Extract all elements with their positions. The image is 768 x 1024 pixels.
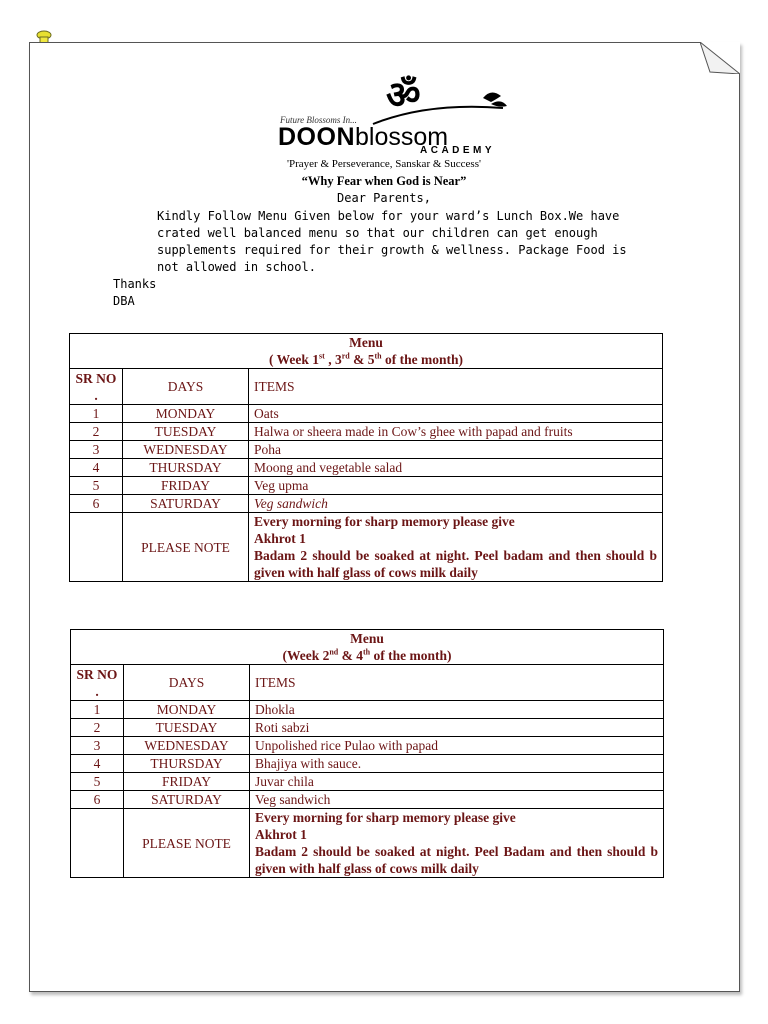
row-day: SATURDAY bbox=[123, 495, 249, 513]
col-header-items: ITEMS bbox=[249, 369, 663, 405]
note-text bbox=[250, 809, 664, 878]
table-row bbox=[71, 773, 664, 791]
note-line: Every morning for sharp memory please give bbox=[254, 514, 515, 529]
row-item: Moong and vegetable salad bbox=[249, 459, 663, 477]
note-label: PLEASE NOTE bbox=[123, 513, 249, 582]
note-text bbox=[249, 513, 663, 582]
row-day: TUESDAY bbox=[124, 719, 250, 737]
col-header-sr: SR NO . bbox=[70, 369, 123, 405]
note-line: Badam 2 should be soaked at night. Peel Badam and then should b given with half glass of cows milk daily bbox=[255, 844, 658, 876]
school-name-bold: DOON bbox=[278, 123, 355, 151]
row-item: Dhokla bbox=[250, 701, 664, 719]
col-header-days: DAYS bbox=[123, 369, 249, 405]
table-row bbox=[70, 423, 663, 441]
academy-label: ACADEMY bbox=[420, 145, 496, 156]
note-line: Every morning for sharp memory please give bbox=[255, 810, 516, 825]
table-row bbox=[70, 477, 663, 495]
row-sr: 2 bbox=[71, 719, 124, 737]
menu-title: Menu bbox=[349, 335, 383, 350]
menu-table-header bbox=[71, 630, 664, 665]
note-line: Badam 2 should be soaked at night. Peel badam and then should b given with half glass of cows milk daily bbox=[254, 548, 657, 580]
row-day: MONDAY bbox=[124, 701, 250, 719]
logo-tagline: Future Blossoms In... bbox=[280, 115, 357, 125]
col-header-days: DAYS bbox=[124, 665, 250, 701]
row-item: Poha bbox=[249, 441, 663, 459]
table-row bbox=[71, 755, 664, 773]
table-row bbox=[71, 791, 664, 809]
table-row bbox=[71, 737, 664, 755]
greeting: Dear Parents, bbox=[337, 191, 431, 205]
note-row bbox=[70, 513, 663, 582]
row-day: MONDAY bbox=[123, 405, 249, 423]
letter-body bbox=[113, 208, 633, 310]
menu-subtitle: (Week 2nd & 4th of the month) bbox=[282, 647, 452, 663]
note-line: Akhrot 1 bbox=[255, 827, 307, 842]
row-sr: 5 bbox=[70, 477, 123, 495]
table-row bbox=[70, 495, 663, 513]
letter-thanks: Thanks bbox=[113, 277, 157, 291]
motto-line: 'Prayer & Perseverance, Sanskar & Success' bbox=[287, 158, 481, 170]
row-item: Bhajiya with sauce. bbox=[250, 755, 664, 773]
row-item: Juvar chila bbox=[250, 773, 664, 791]
row-sr: 4 bbox=[70, 459, 123, 477]
menu-table-header bbox=[70, 334, 663, 369]
row-sr: 6 bbox=[70, 495, 123, 513]
col-header-sr: SR NO . bbox=[71, 665, 124, 701]
table-row bbox=[70, 459, 663, 477]
row-item: Halwa or sheera made in Cow’s ghee with papad and fruits bbox=[249, 423, 663, 441]
note-label: PLEASE NOTE bbox=[124, 809, 250, 878]
page-fold-corner bbox=[700, 42, 740, 74]
note-line: Akhrot 1 bbox=[254, 531, 306, 546]
row-item: Veg upma bbox=[249, 477, 663, 495]
row-sr: 3 bbox=[71, 737, 124, 755]
menu-table-week-1-3-5 bbox=[69, 333, 663, 582]
school-name-light: blossom bbox=[355, 123, 449, 151]
butterfly-icon bbox=[483, 92, 507, 106]
row-sr: 4 bbox=[71, 755, 124, 773]
row-sr: 3 bbox=[70, 441, 123, 459]
menu-title: Menu bbox=[350, 631, 384, 646]
menu-table-week-2-4 bbox=[70, 629, 664, 878]
col-header-items: ITEMS bbox=[250, 665, 664, 701]
row-day: THURSDAY bbox=[123, 459, 249, 477]
letter-paragraph: Kindly Follow Menu Given below for your ward’s Lunch Box.We have crated well balanced menu so that our children can get enough supplements required for their growth & wellness. Package Food is not allowed in school. bbox=[157, 209, 627, 274]
row-sr: 5 bbox=[71, 773, 124, 791]
row-day: FRIDAY bbox=[124, 773, 250, 791]
letter-signature: DBA bbox=[113, 294, 135, 308]
table-row bbox=[71, 701, 664, 719]
row-day: FRIDAY bbox=[123, 477, 249, 495]
row-item: Roti sabzi bbox=[250, 719, 664, 737]
row-item: Oats bbox=[249, 405, 663, 423]
row-sr: 1 bbox=[70, 405, 123, 423]
note-row bbox=[71, 809, 664, 878]
row-item: Veg sandwich bbox=[250, 791, 664, 809]
row-day: WEDNESDAY bbox=[123, 441, 249, 459]
row-sr: 2 bbox=[70, 423, 123, 441]
row-sr: 1 bbox=[71, 701, 124, 719]
table-row bbox=[70, 405, 663, 423]
row-day: WEDNESDAY bbox=[124, 737, 250, 755]
row-day: TUESDAY bbox=[123, 423, 249, 441]
row-day: THURSDAY bbox=[124, 755, 250, 773]
row-item: Unpolished rice Pulao with papad bbox=[250, 737, 664, 755]
note-sr-empty bbox=[71, 809, 124, 878]
motto-quote: “Why Fear when God is Near” bbox=[301, 174, 467, 188]
svg-text:ॐ: ॐ bbox=[386, 73, 421, 117]
menu-subtitle: ( Week 1st , 3rd & 5th of the month) bbox=[269, 351, 463, 367]
table-row bbox=[71, 719, 664, 737]
note-sr-empty bbox=[70, 513, 123, 582]
row-item: Veg sandwich bbox=[249, 495, 663, 513]
row-day: SATURDAY bbox=[124, 791, 250, 809]
row-sr: 6 bbox=[71, 791, 124, 809]
table-row bbox=[70, 441, 663, 459]
om-symbol-icon bbox=[386, 73, 421, 117]
